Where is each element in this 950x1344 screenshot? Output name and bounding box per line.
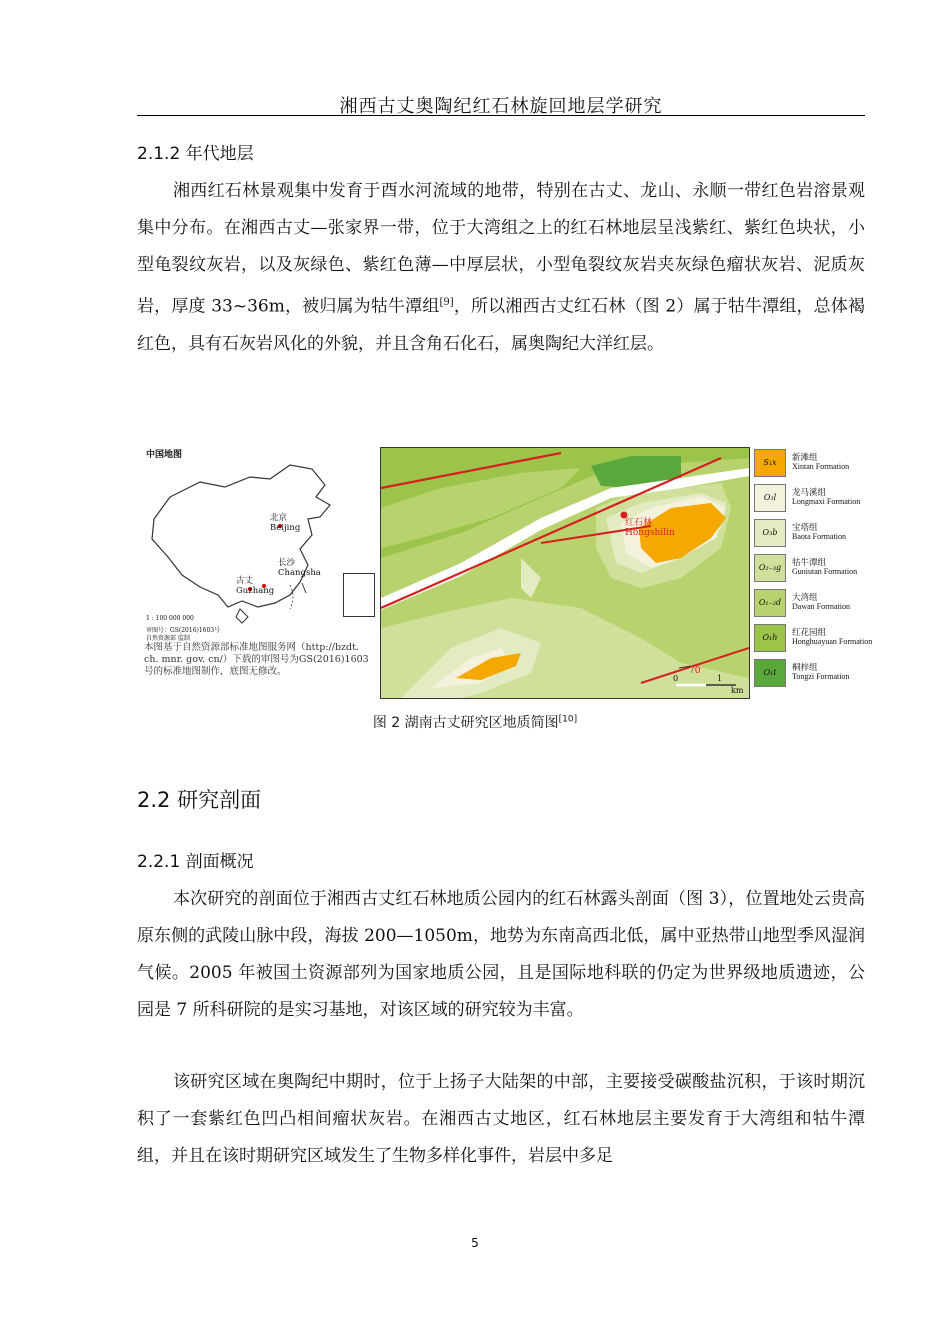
legend-swatch: O₂₋₃g: [754, 554, 786, 582]
paragraph-2-2-1-a: 本次研究的剖面位于湘西古丈红石林地质公园内的红石林露头剖面（图 3），位置地处云贵高原东侧的武陵山脉中段，海拔 200—1050m，地势为东南高西北低，属中亚热带山地型季风湿润气候。2005 年被国土资源部列为国家地质公园，且是国际地科联的仍定为世界级地质遗迹，公园是 7 所科研院的是实习基地，对该区域的研究较为丰富。: [137, 889, 865, 1020]
legend-item: O₁h 红花园组 Honghuayuan Formation: [754, 624, 874, 652]
china-map-panel: [140, 445, 375, 685]
section-heading-2-2-1: 2.2.1 剖面概况: [137, 852, 254, 872]
legend-item: O₁t 桐梓组 Tongzi Formation: [754, 659, 874, 687]
dip-label: 70: [689, 666, 701, 676]
citation-ref[interactable]: [9]: [439, 297, 454, 308]
geological-map-drawing: [381, 448, 749, 698]
paragraph-2-2-1-b: 该研究区域在奥陶纪中期时，位于上扬子大陆架的中部，主要接受碳酸盐沉积，于该时期沉积了一套紫红色凹凸相间瘤状灰岩。在湘西古丈地区，红石林地层主要发育于大湾组和牯牛潭组，并且在该时期研究区域发生了生物多样化事件，岩层中多足: [137, 1072, 865, 1166]
legend-swatch: O₁h: [754, 624, 786, 652]
figure-2: [140, 445, 873, 700]
header-rule: [137, 115, 865, 116]
map-scale: 1 : 100 000 000: [146, 615, 194, 622]
paragraph-text: 湘西红石林景观集中发育于酉水河流域的地带，特别在古丈、龙山、永顺一带红色岩溶景观集中分布。在湘西古丈—张家界一带，位于大湾组之上的红石林地层呈浅紫红、紫红色块状，小型龟裂纹灰岩，以及灰绿色、紫红色薄—中厚层状，小型龟裂纹灰岩夹灰绿色瘤状灰岩、泥质灰岩，厚度 33~36m，被归属为牯牛潭组: [137, 181, 865, 317]
page-number: 5: [471, 1236, 479, 1250]
legend-item: O₃l 龙马溪组 Longmaxi Formation: [754, 484, 874, 512]
south-sea-inset: [343, 573, 375, 617]
site-label: 红石林 Hongshilin: [625, 518, 675, 538]
paragraph-text-cont: ，所以湘西古丈红石林（图 2）属于牯牛潭组，总体褐红色，具有石灰岩风化的外貌，并且含角石化石，属奥陶纪大洋红层。: [137, 296, 866, 354]
running-header: 湘西古丈奥陶纪红石林旋回地层学研究: [339, 96, 663, 117]
map-supervisor: 自然资源部 监制: [146, 635, 190, 642]
beijing-label: 北京 Beijing: [270, 513, 301, 533]
legend-item: O₂₋₃g 牯牛潭组 Guniutan Formation: [754, 554, 874, 582]
geological-map: [380, 447, 750, 699]
scale-one: 1: [717, 674, 723, 683]
scale-zero: 0: [673, 674, 679, 683]
paragraph-2-1-2: [137, 173, 865, 363]
legend-item: S₁x 新滩组 Xintan Formation: [754, 449, 874, 477]
scale-unit: km: [731, 686, 744, 695]
changsha-label: 长沙 Changsha: [278, 558, 321, 578]
legend-swatch: O₁t: [754, 659, 786, 687]
section-heading-2-1-2: 2.1.2 年代地层: [137, 144, 254, 164]
map-approval-number: 审图号：GS(2016)1603号: [146, 627, 221, 634]
figure-caption: 图 2 湖南古丈研究区地质简图[10]: [372, 714, 578, 731]
legend-item: O₁₋₂d 大湾组 Dawan Formation: [754, 589, 874, 617]
china-outline-icon: [140, 457, 375, 632]
map-source-note: 本图基于自然资源部标准地图服务网（http://bzdt. ch. mnr. gov. cn/）下载的审图号为GS(2016)1603号的标准地图制作，底图无修改。: [144, 642, 369, 677]
map-legend: [754, 449, 872, 697]
china-map-title: 中国地图: [146, 450, 183, 460]
legend-swatch: O₁₋₂d: [754, 589, 786, 617]
section-heading-2-2: 2.2 研究剖面: [137, 788, 262, 812]
legend-swatch: O₃l: [754, 484, 786, 512]
citation-ref[interactable]: [10]: [558, 714, 578, 725]
guzhang-label: 古丈 Guzhang: [236, 576, 275, 596]
legend-swatch: O₃b: [754, 519, 786, 547]
legend-swatch: S₁x: [754, 449, 786, 477]
legend-item: O₃b 宝塔组 Baota Formation: [754, 519, 874, 547]
